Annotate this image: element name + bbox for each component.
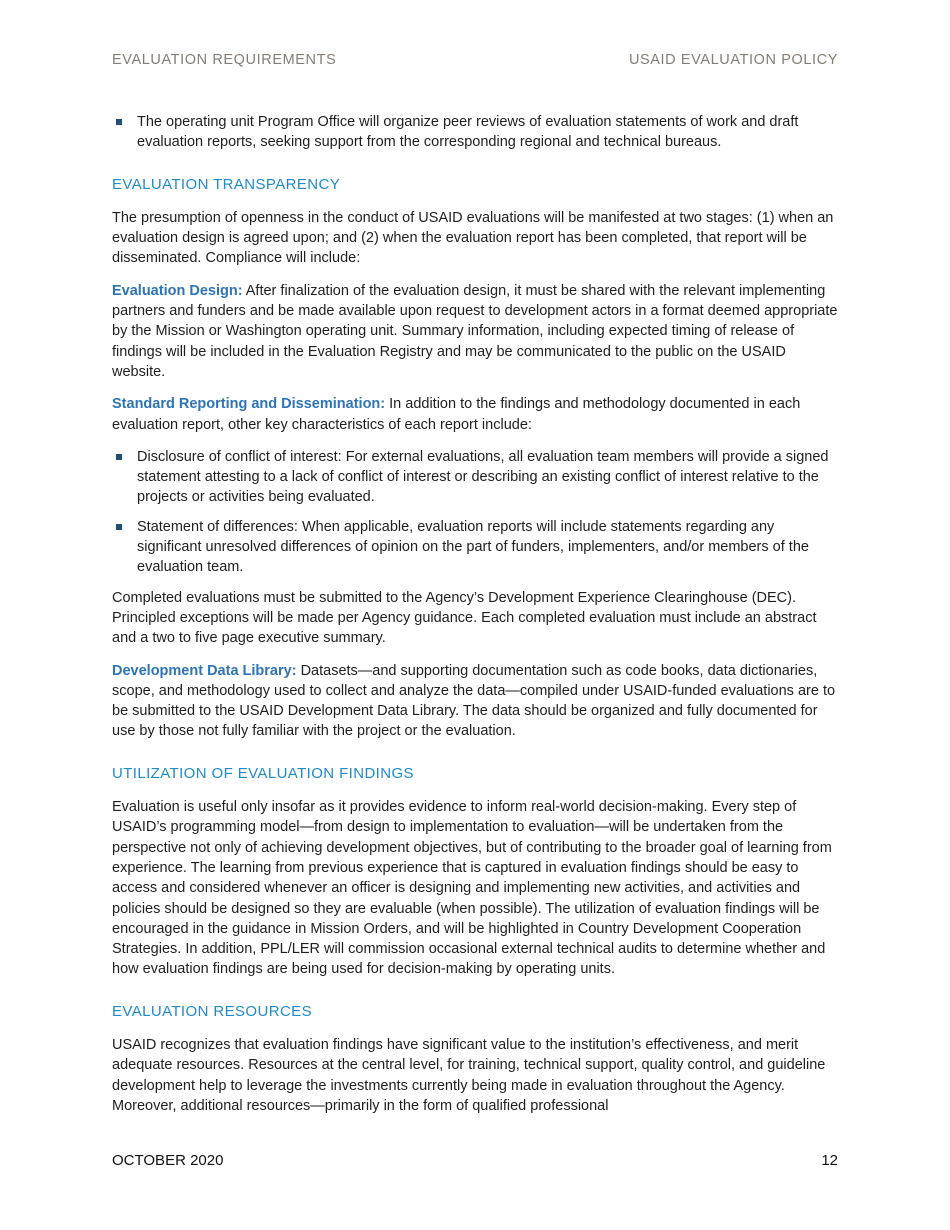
intro-bullet-text: The operating unit Program Office will organize peer reviews of evaluation statements of work and draft evaluation reports, seeking support from the corresponding regional and technical bureaus.	[137, 114, 799, 151]
resources-paragraph: USAID recognizes that evaluation findings have significant value to the institution’s effectiveness, and merit adequate resources. Resources at the central level, for training, technical support, quality control, and guideline development help to leverage the investments currently being made in evaluation throughout the Agency. Moreover, additional resources—primarily in the form of qualified professional	[112, 1036, 826, 1114]
reporting-text: In addition to the findings and methodology documented in each evaluation report, other key characteristics of each report include:	[112, 396, 801, 433]
bullet-text-differences: Statement of differences: When applicable, evaluation reports will include statements regarding any significant unresolved differences of opinion on the part of funders, implementers, and/or members of the evaluation team.	[137, 518, 809, 576]
reporting-paragraph	[112, 394, 838, 435]
evaluation-design-lead: Evaluation Design:	[112, 282, 243, 299]
utilization-paragraph: Evaluation is useful only insofar as it provides evidence to inform real-world decision-making. Every step of USAID’s programming model—from design to implementation to evaluation—will be undertaken from the perspective not only of achieving development objectives, but of contributing to the broader goal of learning from experience. The learning from previous experience that is captured in evaluation findings should be easy to access and considered whenever an officer is designing and implementing new activities, and activities and policies should be designed so they are evaluable (when possible). The utilization of evaluation findings will be encouraged in the guidance in Mission Orders, and will be highlighted in Country Development Cooperation Strategies. In addition, PPL/LER will commission occasional external technical audits to determine whether and how evaluation findings are being used for decision-making by operating units.	[112, 799, 832, 978]
square-bullet-icon	[116, 524, 122, 530]
square-bullet-icon	[116, 119, 122, 125]
evaluation-design-paragraph	[112, 281, 838, 382]
running-header	[112, 52, 838, 68]
section-heading-transparency: EVALUATION TRANSPARENCY	[112, 175, 341, 193]
data-library-paragraph	[112, 661, 838, 742]
bullet-item-differences	[112, 517, 838, 578]
reporting-bullet-list	[112, 447, 838, 578]
footer-page-number: 12	[821, 1152, 838, 1169]
intro-bullet-item	[112, 112, 838, 153]
data-library-text: Datasets—and supporting documentation such as code books, data dictionaries, scope, and methodology used to collect and analyze the data—compiled under USAID-funded evaluations are to be submitted to the USAID Development Data Library. The data should be organized and fully documented for use by those not fully familiar with the project or the evaluation.	[112, 662, 836, 740]
section-heading-utilization: UTILIZATION OF EVALUATION FINDINGS	[112, 764, 414, 782]
section-heading-resources: EVALUATION RESOURCES	[112, 1002, 312, 1020]
bullet-item-disclosure	[112, 447, 838, 508]
bullet-text-disclosure: Disclosure of conflict of interest: For external evaluations, all evaluation team members will provide a signed statement attesting to a lack of conflict of interest or describing an existing conflict of interest relative to the projects or activities being evaluated.	[137, 448, 829, 506]
running-footer	[112, 1152, 838, 1169]
header-right-title: USAID EVALUATION POLICY	[628, 52, 838, 68]
completed-evaluations-paragraph: Completed evaluations must be submitted to the Agency’s Development Experience Clearinghouse (DEC). Principled exceptions will be made per Agency guidance. Each completed evaluation must include an abstract and a two to five page executive summary.	[112, 589, 817, 647]
header-left-title: EVALUATION REQUIREMENTS	[112, 52, 337, 68]
transparency-intro-paragraph: The presumption of openness in the conduct of USAID evaluations will be manifested at two stages: (1) when an evaluation design is agreed upon; and (2) when the evaluation report has been completed, that report will be disseminated. Compliance will include:	[112, 209, 834, 267]
document-body	[112, 112, 838, 1116]
reporting-lead: Standard Reporting and Dissemination:	[112, 396, 386, 413]
square-bullet-icon	[116, 454, 122, 460]
footer-date: OCTOBER 2020	[112, 1152, 224, 1169]
evaluation-design-text: After finalization of the evaluation design, it must be shared with the relevant implementing partners and funders and be made available upon request to development actors in a format deemed appropriate by the Mission or Washington operating unit. Summary information, including expected timing of release of findings will be included in the Evaluation Registry and may be communicated to the public on the USAID website.	[112, 282, 838, 380]
data-library-lead: Development Data Library:	[112, 662, 297, 679]
